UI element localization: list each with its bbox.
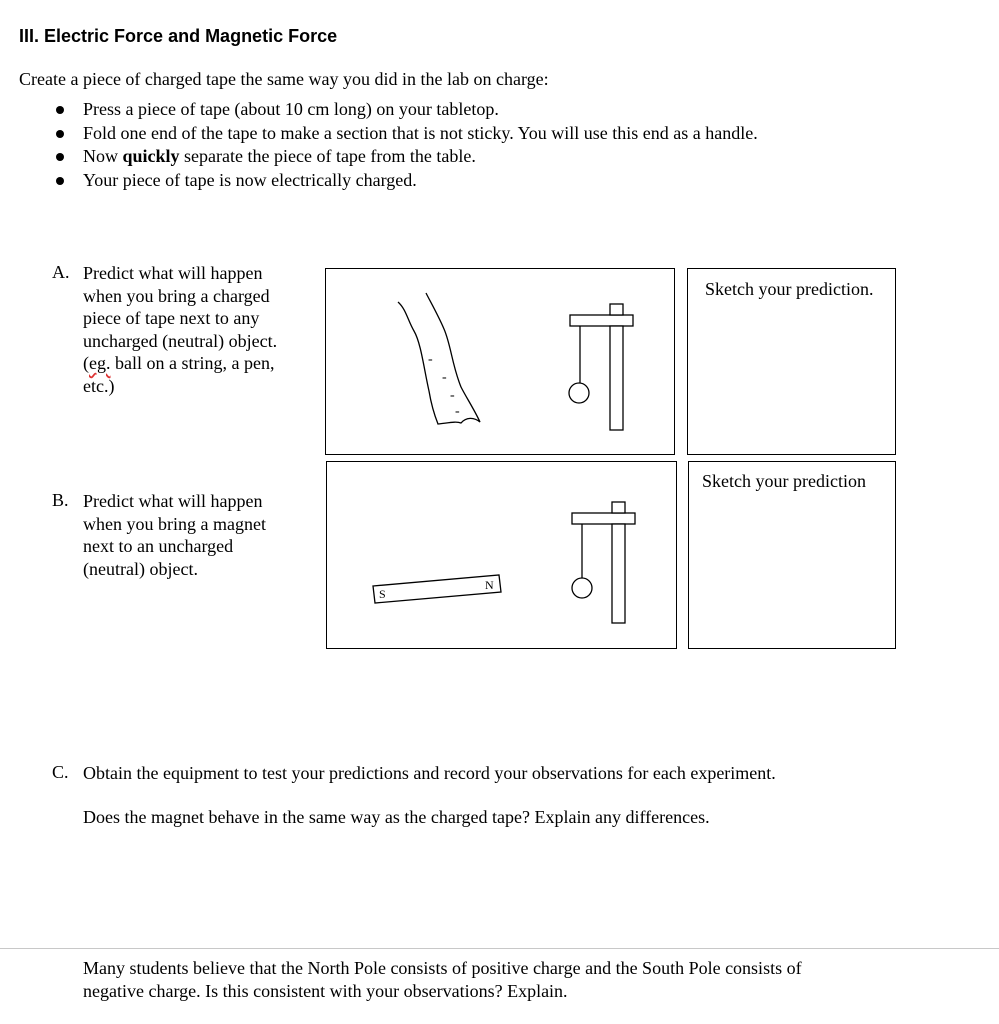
question-b-line: next to an uncharged	[83, 536, 234, 556]
page-divider	[0, 948, 999, 949]
compare-question: Does the magnet behave in the same way as the charged tape? Explain any differences.	[83, 807, 710, 827]
pendulum-stand-icon	[569, 304, 633, 430]
question-a-line: piece of tape next to any	[83, 308, 260, 328]
list-item	[53, 145, 758, 169]
tape-charge-mark: -	[428, 352, 433, 367]
pendulum-stand-icon	[572, 502, 635, 623]
misconception-line: negative charge. Is this consistent with your observations? Explain.	[83, 981, 568, 1001]
magnet-south-label: S	[379, 587, 386, 601]
list-item: Press a piece of tape (about 10 cm long) on your tabletop.	[53, 98, 758, 122]
question-b-letter: B.	[52, 490, 69, 510]
question-b-text	[83, 490, 266, 580]
tape-charge-mark: -	[455, 404, 460, 419]
question-a-line: uncharged (neutral) object.	[83, 330, 278, 351]
sketch-label-a: Sketch your prediction.	[705, 279, 874, 299]
misconception-line: Many students believe that the North Pole consists of positive charge and the South Pole consists of	[83, 958, 802, 978]
question-a-text	[83, 262, 277, 397]
tape-and-pendulum-illustration	[326, 269, 676, 456]
emphasis-quickly: quickly	[122, 146, 180, 166]
question-a-line: Predict what will happen	[83, 263, 263, 283]
sketch-box-b[interactable]	[688, 461, 896, 649]
tape-diagram-box	[325, 268, 675, 455]
question-a-line-rest: ball on a string, a pen,	[110, 353, 275, 373]
tape-charge-mark: -	[442, 370, 447, 385]
question-a-line: etc.)	[83, 375, 115, 396]
question-a-line	[83, 352, 277, 375]
question-c-letter: C.	[52, 762, 69, 782]
question-c-text: Obtain the equipment to test your predictions and record your observations for each experiment.	[83, 763, 776, 783]
question-a-letter: A.	[52, 262, 70, 282]
sketch-label-b: Sketch your prediction	[702, 471, 866, 491]
instruction-list	[53, 98, 758, 192]
charged-tape-icon	[398, 293, 480, 424]
magnet-diagram-box	[326, 461, 677, 649]
intro-text: Create a piece of charged tape the same way you did in the lab on charge:	[19, 69, 549, 89]
list-item: Your piece of tape is now electrically charged.	[53, 169, 758, 193]
question-a-line: when you bring a charged	[83, 285, 270, 306]
misconception-question	[83, 957, 802, 1003]
section-heading: III. Electric Force and Magnetic Force	[19, 26, 338, 46]
magnet-north-label: N	[485, 578, 494, 592]
question-b-line: Predict what will happen	[83, 491, 263, 511]
sketch-box-a[interactable]	[687, 268, 896, 455]
tape-charge-mark: -	[450, 388, 455, 403]
question-a-paren: (	[83, 353, 89, 373]
list-item: Fold one end of the tape to make a section that is not sticky. You will use this end as a handle.	[53, 122, 758, 146]
question-b-line: (neutral) object.	[83, 558, 198, 579]
bar-magnet-icon	[373, 575, 501, 603]
list-item-text: separate the piece of tape from the table.	[179, 146, 476, 166]
question-b-line: when you bring a magnet	[83, 513, 266, 534]
magnet-and-pendulum-illustration	[327, 462, 678, 650]
list-item-text: Now	[83, 146, 123, 166]
eg-abbreviation: eg.	[89, 353, 111, 373]
